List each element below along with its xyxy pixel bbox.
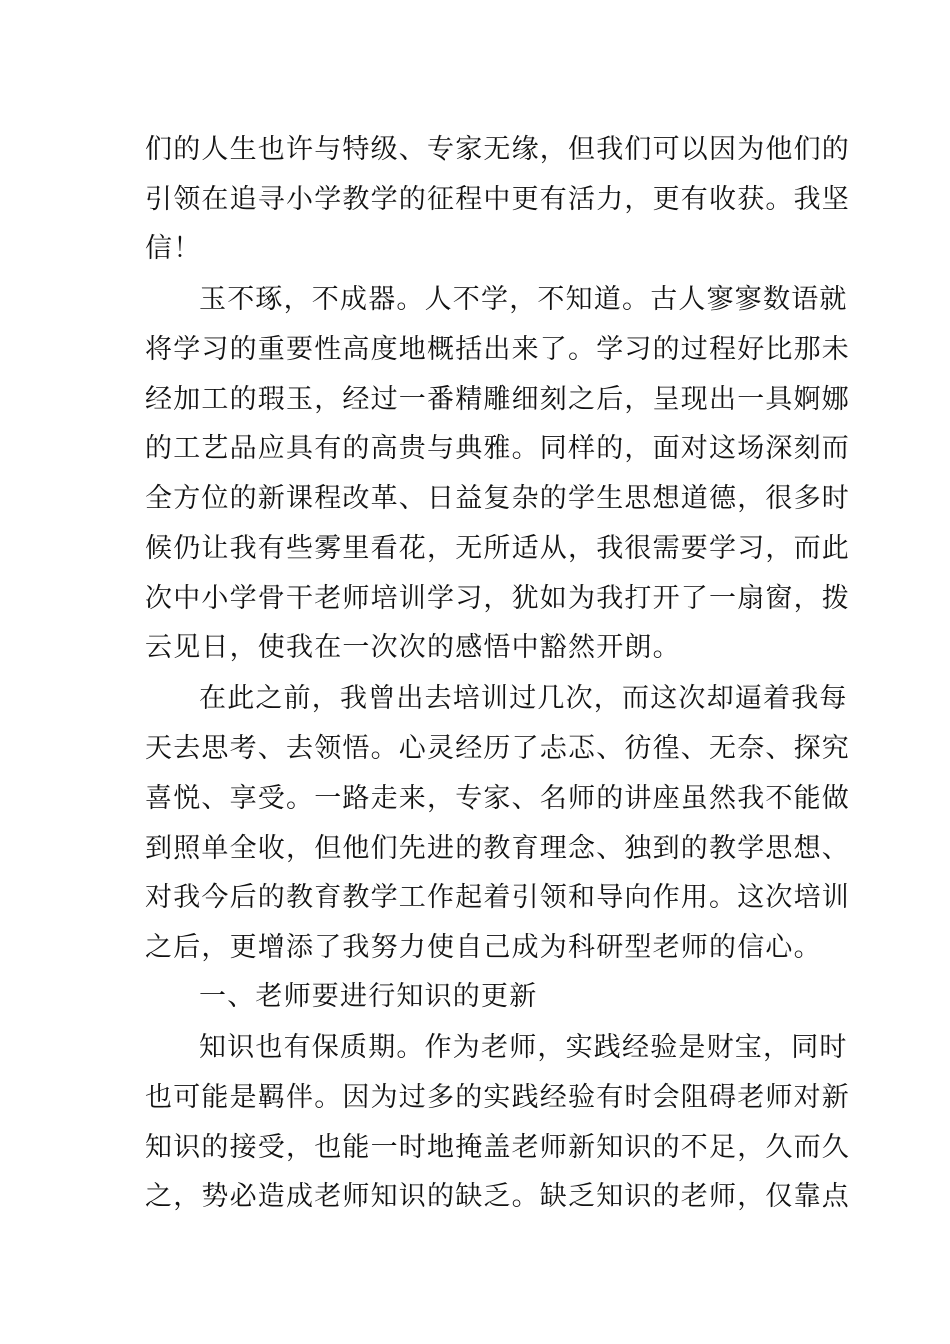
section-heading: 一、老师要进行知识的更新 — [199, 981, 538, 1012]
text-line: 们的人生也许与特级、专家无缘，但我们可以因为他们的 — [145, 134, 850, 165]
text-line: 经加工的瑕玉，经过一番精雕细刻之后，呈现出一具婀娜 — [145, 384, 850, 415]
text-line: 之，势必造成老师知识的缺乏。缺乏知识的老师，仅靠点 — [145, 1181, 850, 1212]
text-line: 全方位的新课程改革、日益复杂的学生思想道德，很多时 — [145, 483, 850, 514]
text-line: 云见日，使我在一次次的感悟中豁然开朗。 — [145, 632, 681, 663]
paragraph-first-line: 玉不琢，不成器。人不学，不知道。古人寥寥数语就 — [199, 284, 848, 315]
text-line: 将学习的重要性高度地概括出来了。学习的过程好比那未 — [145, 334, 850, 365]
text-line: 引领在追寻小学教学的征程中更有活力，更有收获。我坚 — [145, 184, 850, 215]
text-line: 候仍让我有些雾里看花，无所适从，我很需要学习，而此 — [145, 533, 850, 564]
text-line: 天去思考、去领悟。心灵经历了忐忑、彷徨、无奈、探究 — [145, 733, 850, 764]
paragraph-first-line: 知识也有保质期。作为老师，实践经验是财宝，同时 — [199, 1032, 848, 1063]
text-line: 到照单全收，但他们先进的教育理念、独到的教学思想、 — [145, 833, 850, 864]
text-line: 对我今后的教育教学工作起着引领和导向作用。这次培训 — [145, 882, 850, 913]
text-line: 的工艺品应具有的高贵与典雅。同样的，面对这场深刻而 — [145, 433, 850, 464]
text-line: 喜悦、享受。一路走来，专家、名师的讲座虽然我不能做 — [145, 783, 850, 814]
paragraph-first-line: 在此之前，我曾出去培训过几次，而这次却逼着我每 — [199, 683, 848, 714]
text-line: 也可能是羁伴。因为过多的实践经验有时会阻碍老师对新 — [145, 1082, 850, 1113]
text-line: 知识的接受，也能一时地掩盖老师新知识的不足，久而久 — [145, 1132, 850, 1163]
text-line: 次中小学骨干老师培训学习，犹如为我打开了一扇窗，拨 — [145, 583, 850, 614]
text-line: 之后，更增添了我努力使自己成为科研型老师的信心。 — [145, 932, 822, 963]
text-line: 信！ — [145, 233, 202, 264]
